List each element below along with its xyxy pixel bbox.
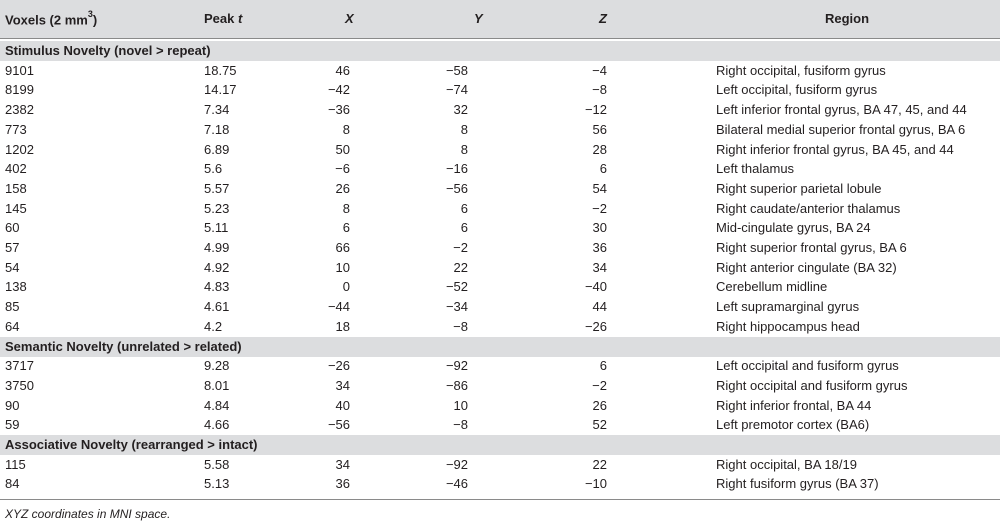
cell-voxels: 3750 [5, 377, 34, 393]
cell-z: 36 [592, 240, 607, 255]
table-footnote: XYZ coordinates in MNI space. [5, 507, 171, 521]
table-row [0, 396, 1000, 416]
cell-peak-t: 18.75 [204, 62, 237, 78]
cell-region: Bilateral medial superior frontal gyrus, BA 6 [716, 121, 966, 137]
header-y: Y [474, 11, 483, 26]
cell-region: Right caudate/anterior thalamus [716, 200, 901, 216]
cell-peak-t: 5.57 [204, 180, 230, 196]
table-row [0, 376, 1000, 396]
cell-region: Left premotor cortex (BA6) [716, 417, 870, 433]
section-header [0, 337, 1000, 357]
table-row [0, 61, 1000, 81]
cell-z: −12 [584, 102, 607, 118]
cell-x: −44 [327, 299, 350, 315]
cell-peak-t: 9.28 [204, 358, 230, 374]
cell-y: −92 [445, 358, 468, 374]
cell-peak-t: 5.11 [204, 220, 229, 236]
table-row [0, 356, 1000, 376]
cell-y: 8 [460, 121, 468, 137]
cell-y: −8 [453, 417, 468, 433]
cell-peak-t: 4.83 [204, 279, 230, 295]
cell-region: Right inferior frontal gyrus, BA 45, and 44 [716, 141, 954, 157]
cell-x: −36 [327, 102, 350, 118]
table-row [0, 218, 1000, 238]
cell-x: 50 [335, 141, 350, 157]
cell-z: −2 [592, 200, 607, 216]
cell-voxels: 402 [5, 161, 27, 177]
cell-region: Right inferior frontal, BA 44 [716, 397, 872, 413]
cell-y: 22 [453, 259, 468, 275]
cell-y: 6 [460, 220, 468, 236]
cell-voxels: 138 [5, 279, 27, 295]
cell-y: 10 [453, 397, 468, 413]
section-title: Semantic Novelty (unrelated > related) [5, 338, 242, 354]
header-z: Z [599, 11, 607, 26]
table-row [0, 140, 1000, 160]
cell-region: Right occipital, BA 18/19 [716, 456, 857, 472]
cell-x: −42 [327, 82, 350, 98]
cell-peak-t: 4.84 [204, 397, 230, 413]
cell-x: 34 [335, 377, 350, 393]
table-row [0, 100, 1000, 120]
table-row [0, 474, 1000, 494]
cell-region: Mid-cingulate gyrus, BA 24 [716, 220, 871, 236]
cell-region: Left supramarginal gyrus [716, 299, 860, 315]
cell-z: 34 [592, 259, 607, 275]
cell-y: 6 [460, 200, 468, 216]
cell-x: 34 [335, 456, 350, 472]
cell-voxels: 9101 [5, 62, 34, 78]
cell-z: 6 [599, 161, 607, 177]
cell-region: Right fusiform gyrus (BA 37) [716, 476, 879, 492]
cell-peak-t: 5.13 [204, 476, 230, 492]
cell-z: 30 [592, 220, 607, 236]
cell-x: −26 [327, 358, 350, 374]
section-header [0, 435, 1000, 455]
cell-voxels: 57 [5, 240, 20, 255]
cell-y: −16 [445, 161, 468, 177]
cell-z: 56 [592, 121, 607, 137]
cell-z: −40 [584, 279, 607, 295]
cell-region: Left inferior frontal gyrus, BA 47, 45, and 44 [716, 102, 967, 118]
cell-z: −26 [584, 318, 607, 334]
cell-voxels: 59 [5, 417, 20, 433]
cell-voxels: 84 [5, 476, 20, 492]
cell-x: 40 [335, 397, 350, 413]
cell-x: 10 [335, 259, 350, 275]
cell-y: 32 [453, 102, 468, 118]
cell-region: Left occipital, fusiform gyrus [716, 82, 878, 98]
cell-voxels: 158 [5, 180, 27, 196]
table-row [0, 277, 1000, 297]
section-title: Stimulus Novelty (novel > repeat) [5, 43, 211, 58]
header-voxels: Voxels (2 $mm^3$) [5, 9, 98, 28]
cell-x: 0 [342, 279, 350, 295]
cell-peak-t: 14.17 [204, 82, 237, 98]
cell-y: 8 [460, 141, 468, 157]
table-row [0, 199, 1000, 219]
cell-peak-t: 7.34 [204, 102, 230, 118]
cell-region: Cerebellum midline [716, 279, 828, 295]
cell-y: −46 [445, 476, 468, 492]
bottom-rule [0, 499, 1000, 500]
cell-y: −74 [445, 82, 468, 98]
cell-x: 8 [342, 121, 350, 137]
cell-x: 46 [335, 62, 350, 78]
table-row [0, 258, 1000, 278]
table-row [0, 415, 1000, 435]
cell-z: 22 [592, 456, 607, 472]
cell-y: −56 [445, 180, 468, 196]
cell-voxels: 54 [5, 259, 20, 275]
cell-voxels: 773 [5, 121, 27, 137]
cell-y: −86 [445, 377, 468, 393]
cell-z: 52 [592, 417, 607, 433]
cell-voxels: 60 [5, 220, 20, 236]
cell-x: 36 [335, 476, 350, 492]
cell-region: Left occipital and fusiform gyrus [716, 358, 899, 374]
cell-z: 44 [592, 299, 607, 315]
table-row [0, 179, 1000, 199]
cell-y: −8 [453, 318, 468, 334]
cell-voxels: 90 [5, 397, 20, 413]
cell-x: −6 [335, 161, 350, 177]
cell-z: −10 [584, 476, 607, 492]
cell-peak-t: 4.99 [204, 240, 230, 255]
table-row [0, 455, 1000, 475]
cell-region: Right hippocampus head [716, 318, 860, 334]
table-row [0, 238, 1000, 258]
cell-y: −2 [453, 240, 468, 255]
cell-voxels: 145 [5, 200, 27, 216]
cell-region: Right occipital, fusiform gyrus [716, 62, 886, 78]
table-row [0, 120, 1000, 140]
cell-peak-t: 4.66 [204, 417, 230, 433]
cell-voxels: 1202 [5, 141, 34, 157]
section-header [0, 41, 1000, 61]
cell-z: 28 [592, 141, 607, 157]
cell-peak-t: 4.61 [204, 299, 230, 315]
cell-x: 8 [342, 200, 350, 216]
table-row [0, 80, 1000, 100]
header-region: Region [825, 11, 870, 26]
cell-region: Right anterior cingulate (BA 32) [716, 259, 897, 275]
cell-peak-t: 6.89 [204, 141, 230, 157]
cell-y: −92 [445, 456, 468, 472]
cell-voxels: 115 [5, 456, 26, 472]
cell-x: 6 [342, 220, 350, 236]
table-row [0, 159, 1000, 179]
cell-peak-t: 5.6 [204, 161, 223, 177]
cell-z: −8 [592, 82, 607, 98]
cell-y: −58 [445, 62, 468, 78]
cell-z: 6 [599, 358, 607, 374]
header-x: X [345, 11, 354, 26]
cell-region: Left thalamus [716, 161, 795, 177]
cell-z: 54 [592, 180, 607, 196]
cell-z: −4 [592, 62, 607, 78]
cell-x: 26 [335, 180, 350, 196]
cell-peak-t: 8.01 [204, 377, 230, 393]
cell-region: Right superior parietal lobule [716, 180, 882, 196]
cell-voxels: 3717 [5, 358, 34, 374]
cell-z: −2 [592, 377, 607, 393]
cell-region: Right superior frontal gyrus, BA 6 [716, 240, 907, 255]
table-header [0, 0, 1000, 39]
cell-region: Right occipital and fusiform gyrus [716, 377, 908, 393]
cell-voxels: 85 [5, 299, 20, 315]
cell-z: 26 [592, 397, 607, 413]
cell-voxels: 2382 [5, 102, 34, 118]
cell-peak-t: 7.18 [204, 121, 230, 137]
cell-x: 18 [335, 318, 350, 334]
table-row [0, 317, 1000, 337]
section-title: Associative Novelty (rearranged > intact) [5, 437, 258, 452]
cell-voxels: 64 [5, 318, 20, 334]
header-peak-t: Peak t [204, 11, 243, 26]
cell-peak-t: 4.2 [204, 318, 223, 334]
cell-x: −56 [327, 417, 350, 433]
cell-y: −52 [445, 279, 468, 295]
cell-voxels: 8199 [5, 82, 34, 98]
cell-y: −34 [445, 299, 468, 315]
cell-peak-t: 4.92 [204, 259, 230, 275]
cell-peak-t: 5.58 [204, 456, 230, 472]
cell-x: 66 [335, 240, 350, 255]
cell-peak-t: 5.23 [204, 200, 230, 216]
table-row [0, 297, 1000, 317]
